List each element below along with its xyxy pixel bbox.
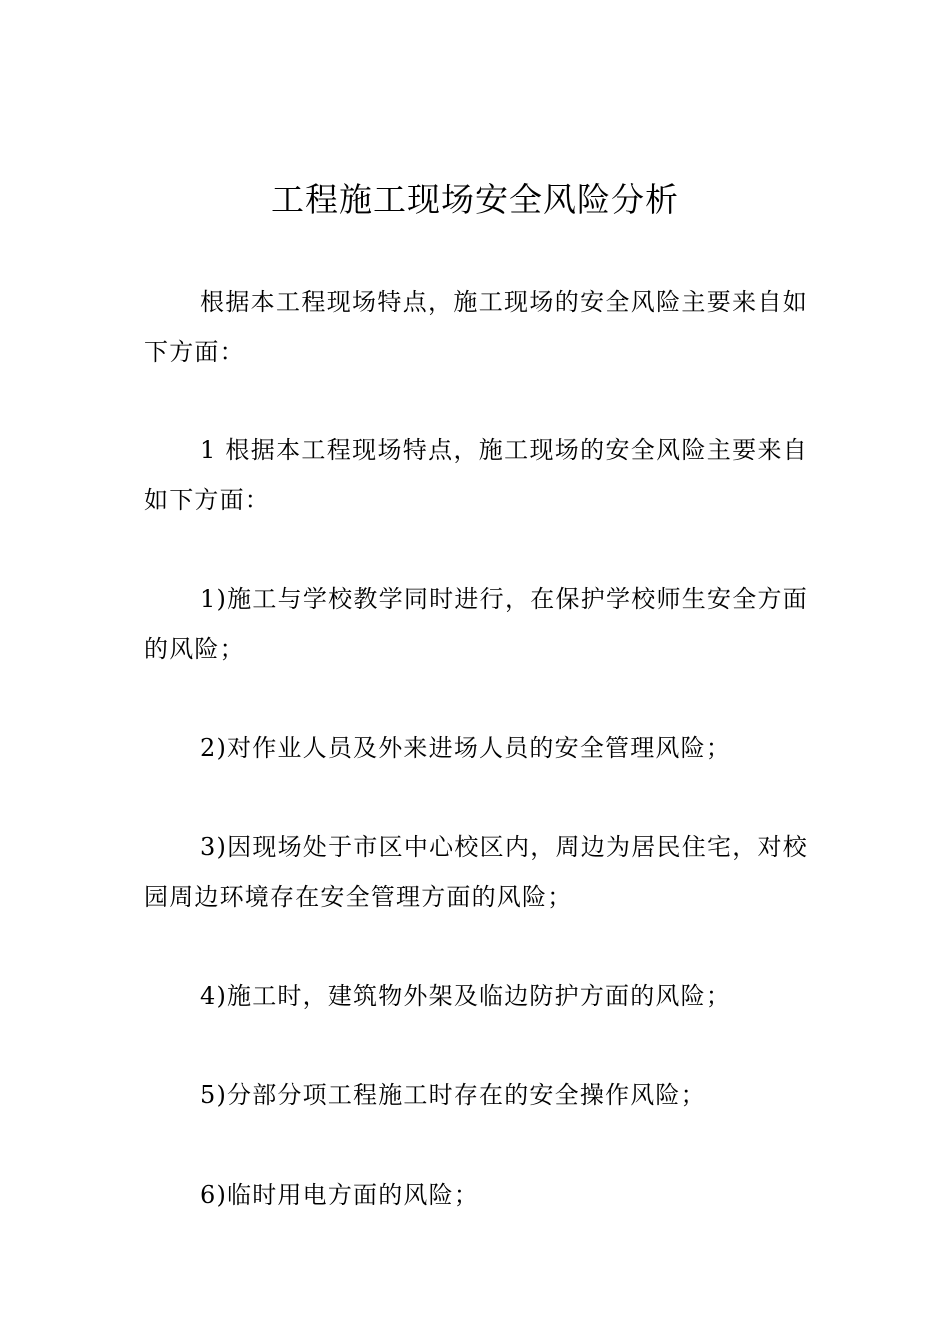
section-1-paragraph: 1 根据本工程现场特点，施工现场的安全风险主要来自如下方面： [144,436,808,514]
list-item-6: 6)临时用电方面的风险； [200,1181,480,1209]
list-item-2: 2)对作业人员及外来进场人员的安全管理风险； [200,734,732,762]
intro-paragraph: 根据本工程现场特点，施工现场的安全风险主要来自如下方面： [144,288,808,366]
document-title: 工程施工现场安全风险分析 [271,180,679,219]
list-item-1: 1)施工与学校教学同时进行，在保护学校师生安全方面的风险； [144,585,808,663]
list-item-4: 4)施工时，建筑物外架及临边防护方面的风险； [200,982,732,1010]
list-item-3: 3)因现场处于市区中心校区内，周边为居民住宅，对校园周边环境存在安全管理方面的风险； [144,833,808,911]
list-item-5: 5)分部分项工程施工时存在的安全操作风险； [200,1081,706,1109]
